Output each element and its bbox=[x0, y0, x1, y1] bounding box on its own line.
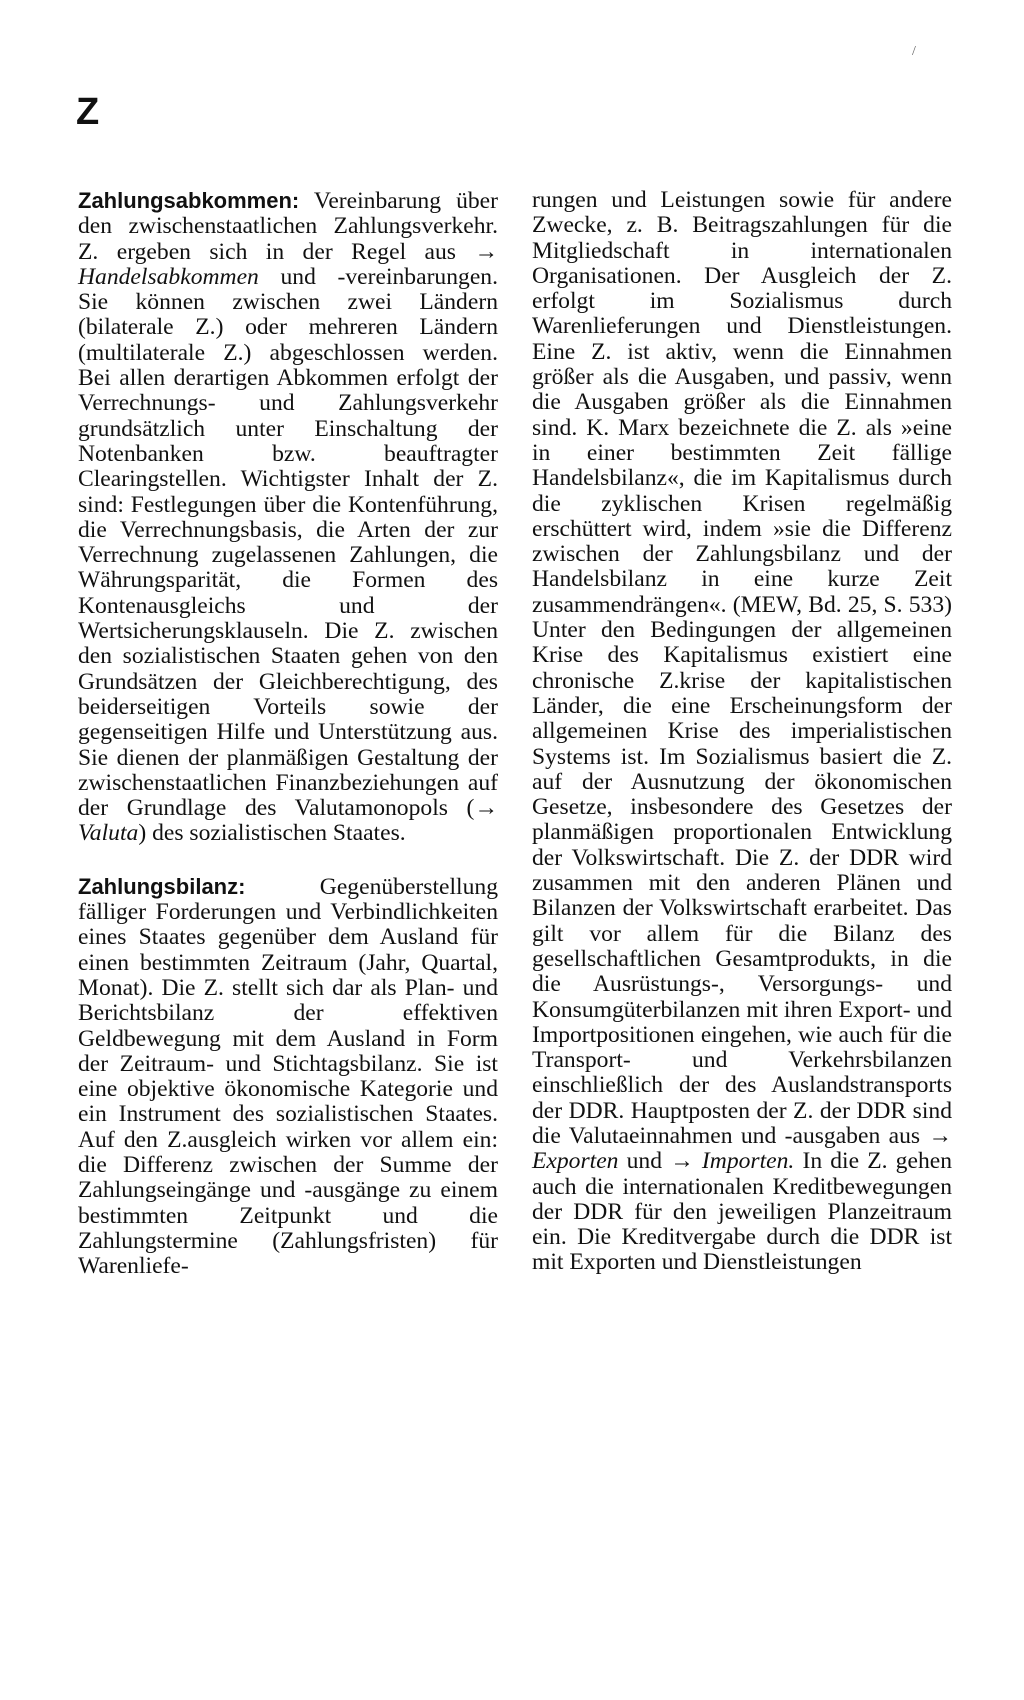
text-run: und -vereinbarungen. Sie können zwischen zwei Ländern (bilaterale Z.) oder mehreren Ländern (multilaterale Z.) abgeschlossen werden. Bei allen derartigen Abkommen erfolgt der Verrechnungs- und Zahlungsverkehr grundsätzlich unter Einschaltung der Notenbanken bzw. beauftragter Clearingstellen. Wichtigster Inhalt der Z. sind: Festlegungen über die Kontenführung, die Verrechnungsbasis, die Arten der zur Verrechnung zugelassenen Zahlungen, die Währungsparität, die Formen des Kontenausgleichs und der Wertsicherungsklauseln. Die Z. zwischen den sozialistischen Staaten gehen von den Grundsätzen der Gleichberechtigung, des beiderseitigen Vorteils sowie der gegenseitigen Hilfe und Unterstützung aus. Sie dienen der planmäßigen Gestaltung der zwischenstaatlichen Finanzbeziehungen auf der Grundlage des Valutamonopols ( bbox=[78, 263, 498, 822]
text-run: ) des sozialistischen Staates. bbox=[138, 820, 406, 847]
text-run: Gegenüberstellung fälliger Forderungen und Verbindlichkeiten eines Staates gegenüber dem Ausland für einen bestimmten Zeitraum (Jahr, Quartal, Monat). Die Z. stellt sich dar als Plan- und Berichtsbilanz der effektiven Geldbewegung mit dem Ausland in Form der Zeitraum- und Stichtagsbilanz. Sie ist eine objektive ökonomische Kategorie und ein Instrument des sozialistischen Staates. Auf den Z.ausgleich wirken vor allem ein: die Differenz zwischen der Summe der Zahlungseingänge und -ausgänge zu einem bestimmten Zeitpunkt und die Zahlungstermine (Zahlungsfristen) für Warenliefe- bbox=[78, 873, 498, 1280]
cross-reference-handelsabkommen[interactable]: Handelsabkommen bbox=[78, 263, 259, 290]
right-column bbox=[532, 188, 952, 1276]
arrow-icon: → bbox=[928, 1122, 952, 1149]
entry-text bbox=[78, 874, 498, 1280]
text-run: und bbox=[618, 1148, 671, 1175]
arrow-icon: → bbox=[474, 795, 498, 822]
entry-continuation bbox=[532, 188, 952, 1276]
entry-text bbox=[78, 188, 498, 847]
left-column bbox=[78, 188, 498, 1279]
text-run: In die Z. gehen auch die internationalen Kreditbewegungen der DDR für den jeweiligen Planzeitraum ein. Die Kreditvergabe durch die DDR ist mit Exporten und Dienstleistungen bbox=[532, 1148, 953, 1276]
text-run: rungen und Leistungen sowie für andere Zwecke, z. B. Beitragszahlungen für die Mitgliedschaft in internationalen Organisationen. Der Ausgleich der Z. erfolgt im Sozialismus durch Warenlieferungen und Dienstleistungen. Eine Z. ist aktiv, wenn die Einnahmen größer als die Ausgaben, und passiv, wenn die Ausgaben größer als die Einnahmen sind. K. Marx bezeichnete die Z. als »eine in einer bestimmten Zeit fällige Handelsbilanz«, die im Kapitalismus durch die zyklischen Krisen regelmäßig erschüttert wird, indem »sie die Differenz zwischen der Zahlungsbilanz und der Handelsbilanz in eine kurze Zeit zusammendrängen«. (MEW, Bd. 25, S. 533) Unter den Bedingungen der allgemeinen Krise des Kapitalismus existiert eine chronische Z.krise der kapitalistischen Länder, die eine Erscheinungsform der allgemeinen Krise des imperialistischen Systems ist. Im Sozialismus basiert die Z. auf der Ausnutzung der ökonomischen Gesetze, insbesondere des Gesetzes der planmäßigen proportionalen Entwicklung der Volkswirtschaft. Die Z. der DDR wird zusammen mit den anderen Plänen und Bilanzen der Volkswirtschaft erarbeitet. Das gilt vor allem für die Bilanz des gesellschaftlichen Gesamtprodukts, in die die Ausrüstungs-, Versorgungs- und Konsumgüterbilanzen mit ihren Export- und Importpositionen eingehen, wie auch für die Transport- und Verkehrsbilanzen einschließlich der des Auslandstransports der DDR. Hauptposten der Z. der DDR sind die Valutaeinnahmen und -ausgaben aus bbox=[532, 187, 952, 1149]
corner-mark: / bbox=[912, 44, 916, 59]
entry-zahlungsabkommen bbox=[78, 188, 498, 847]
section-letter: Z bbox=[76, 91, 101, 133]
entry-term: Zahlungsabkommen: bbox=[78, 188, 300, 213]
cross-reference-exporten[interactable]: Exporten bbox=[532, 1148, 619, 1175]
cross-reference-importen[interactable]: Importen. bbox=[701, 1148, 795, 1175]
arrow-icon: → bbox=[670, 1148, 702, 1175]
text-run: Vereinbarung über den zwischenstaatlichen Zahlungsverkehr. Z. ergeben sich in der Regel aus bbox=[78, 188, 498, 265]
cross-reference-valuta[interactable]: Valuta bbox=[78, 820, 139, 847]
entry-zahlungsbilanz bbox=[78, 874, 498, 1280]
entry-term: Zahlungsbilanz: bbox=[78, 873, 246, 899]
arrow-icon: → bbox=[474, 238, 498, 265]
